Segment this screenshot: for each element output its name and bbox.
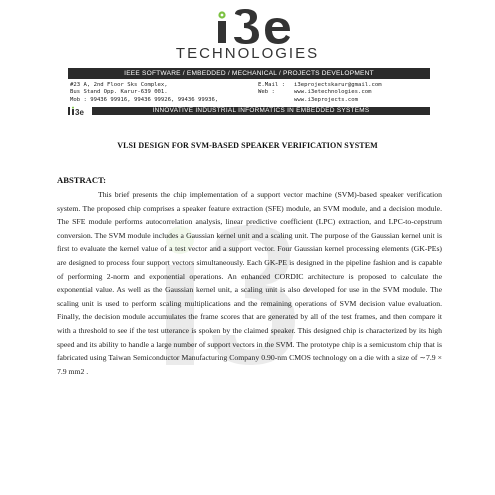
- email-label: E.Mail :: [258, 82, 285, 88]
- abstract-heading: ABSTRACT:: [57, 175, 107, 185]
- web-label: Web :: [258, 89, 275, 96]
- company-address: [70, 82, 218, 104]
- i3e-logo-icon: [205, 6, 295, 46]
- company-contact: [258, 82, 382, 104]
- web-link-2[interactable]: www.i3eprojects.com: [294, 96, 358, 103]
- abstract-body: [57, 188, 442, 378]
- email-link[interactable]: i3eprojectskarur@gmail.com: [294, 82, 382, 88]
- web-link[interactable]: www.i3etechnologies.com: [294, 89, 372, 96]
- abstract-text: This brief presents the chip implementation of a support vector machine (SVM)-based speaker verification system. The proposed chip comprises a speaker feature extraction (SFE) module, an SVM module, and a decision module. The SFE module performs autocorrelation analysis, linear predictive coefficient (LPC) extraction, and LPC-to-cepstrum conversion. The SVM module includes a Gaussian kernel unit and a scaling unit. The purpose of the Gaussian kernel unit is first to evaluate the kernel value of a test vector and a support vector. Four Gaussian kernel processing elements (GK-PEs) are designed to process four support vectors simultaneously. Each GK-PE is designed in the pipeline fashion and is capable of performing 2-norm and exponential operations. An enhanced CORDIC architecture is proposed to calculate the exponential value. As well as the Gaussian kernel unit, a scaling unit is also developed for use in the SVM module. The scaling unit is used to perform scaling multiplications and the remaining operations of SVM decision value evaluation. Finally, the decision module accumulates the frame scores that are generated by all of the test frames, and then compare it with a threshold to see if the test utterance is spoken by the claimed speaker. This designed chip is characterized by its high speed and its ability to handle a large number of support vectors in the SVM. The prototype chip is a semicustom chip that is fabricated using Taiwan Semiconductor Manufacturing Company 0.90-nm CMOS technology on a die with a size of ∼7.9 × 7.9 mm2 .: [57, 190, 442, 376]
- services-banner: IEEE SOFTWARE / EMBEDDED / MECHANICAL / PROJECTS DEVELOPMENT: [68, 68, 430, 79]
- address-line: Mob : 99436 99916, 99436 99926, 99436 99936,: [70, 96, 219, 103]
- i3e-small-logo-icon: [70, 106, 92, 116]
- tagline-text: INNOVATIVE INDUSTRIAL INFORMATICS IN EMBEDDED SYSTEMS: [152, 107, 370, 114]
- address-line: Bus Stand Opp. Karur-639 001.: [70, 89, 168, 96]
- address-line: #23 A, 2nd Floor Sks Complex,: [70, 82, 168, 88]
- document-title: VLSI DESIGN FOR SVM-BASED SPEAKER VERIFICATION SYSTEM: [117, 141, 378, 150]
- company-name: TECHNOLOGIES: [175, 45, 320, 62]
- svg-text:3e: 3e: [75, 108, 84, 116]
